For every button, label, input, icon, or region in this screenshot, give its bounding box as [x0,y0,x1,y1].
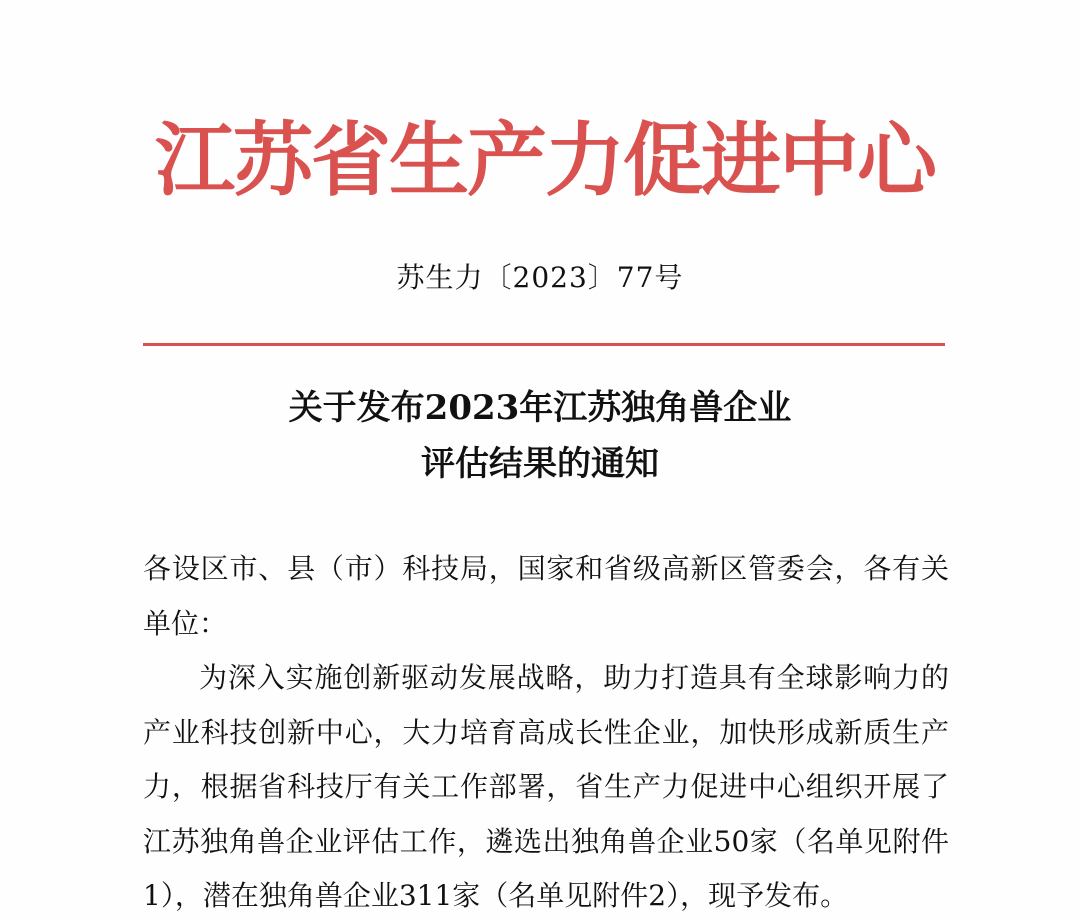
title-line-1: 关于发布2023年江苏独角兽企业 [288,388,792,428]
body-paragraph-1: 为深入实施创新驱动发展战略，助力打造具有全球影响力的产业科技创新中心，大力培育高成长性企业，加快形成新质生产力，根据省科技厅有关工作部署，省生产力促进中心组织开展了江苏独角兽企业评估工作，遴选出独角兽企业50家（名单见附件1），潜在独角兽企业311家（名单见附件2），现予发布。 [143,661,949,912]
red-divider [143,343,945,346]
issuer-name: 江苏省生产力促进中心 [155,113,935,207]
salutation: 各设区市、县（市）科技局，国家和省级高新区管委会，各有关单位： [143,552,949,640]
title-line-2: 评估结果的通知 [421,444,659,484]
document-number: 苏生力〔2023〕77号 [396,261,684,294]
notice-body [143,542,949,924]
notice-title [0,380,1080,492]
